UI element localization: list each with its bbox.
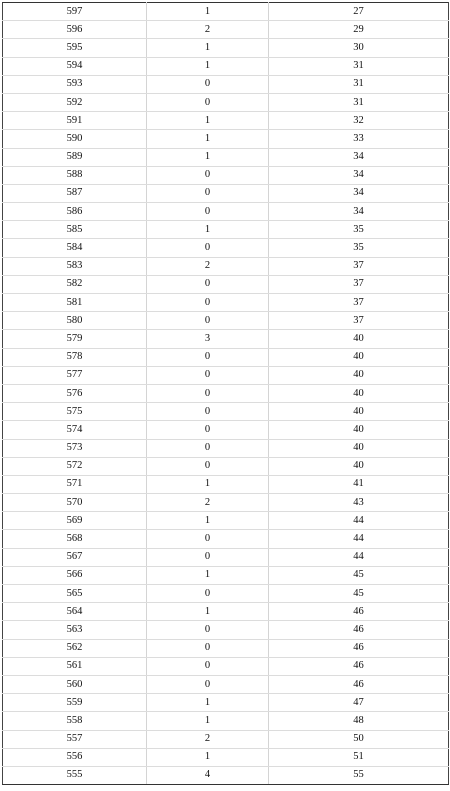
count-cell: 1	[147, 221, 269, 239]
cumulative-cell: 46	[269, 639, 449, 657]
table-row	[3, 748, 449, 766]
cumulative-cell: 40	[269, 348, 449, 366]
count-cell: 4	[147, 766, 269, 784]
table-row	[3, 403, 449, 421]
score-cell: 573	[3, 439, 147, 457]
cumulative-cell: 44	[269, 512, 449, 530]
count-cell: 0	[147, 184, 269, 202]
score-cell: 591	[3, 112, 147, 130]
table-row	[3, 366, 449, 384]
cumulative-cell: 46	[269, 621, 449, 639]
table-row	[3, 675, 449, 693]
score-cell: 572	[3, 457, 147, 475]
table-row	[3, 657, 449, 675]
cumulative-cell: 46	[269, 675, 449, 693]
score-cell: 566	[3, 566, 147, 584]
table-row	[3, 148, 449, 166]
score-cell: 590	[3, 130, 147, 148]
count-cell: 2	[147, 494, 269, 512]
score-cell: 574	[3, 421, 147, 439]
score-cell: 558	[3, 712, 147, 730]
cumulative-cell: 37	[269, 294, 449, 312]
table-row	[3, 203, 449, 221]
count-cell: 1	[147, 475, 269, 493]
score-cell: 587	[3, 184, 147, 202]
cumulative-cell: 37	[269, 275, 449, 293]
score-cell: 556	[3, 748, 147, 766]
table-row	[3, 621, 449, 639]
score-cell: 584	[3, 239, 147, 257]
score-cell: 555	[3, 766, 147, 784]
table-row	[3, 421, 449, 439]
count-cell: 0	[147, 530, 269, 548]
count-cell: 1	[147, 603, 269, 621]
score-cell: 562	[3, 639, 147, 657]
cumulative-cell: 40	[269, 421, 449, 439]
cumulative-cell: 34	[269, 184, 449, 202]
count-cell: 2	[147, 730, 269, 748]
score-cell: 564	[3, 603, 147, 621]
score-distribution-table	[2, 2, 449, 785]
cumulative-cell: 44	[269, 548, 449, 566]
table-row	[3, 21, 449, 39]
cumulative-cell: 37	[269, 257, 449, 275]
table-row	[3, 221, 449, 239]
cumulative-cell: 31	[269, 57, 449, 75]
cumulative-cell: 27	[269, 3, 449, 21]
count-cell: 0	[147, 348, 269, 366]
count-cell: 1	[147, 112, 269, 130]
cumulative-cell: 31	[269, 75, 449, 93]
table-row	[3, 130, 449, 148]
cumulative-cell: 51	[269, 748, 449, 766]
cumulative-cell: 44	[269, 530, 449, 548]
table-row	[3, 494, 449, 512]
count-cell: 1	[147, 566, 269, 584]
cumulative-cell: 46	[269, 657, 449, 675]
cumulative-cell: 30	[269, 39, 449, 57]
count-cell: 0	[147, 366, 269, 384]
table-row	[3, 93, 449, 111]
table-row	[3, 766, 449, 784]
score-cell: 585	[3, 221, 147, 239]
table-row	[3, 184, 449, 202]
score-cell: 588	[3, 166, 147, 184]
table-row	[3, 585, 449, 603]
score-cell: 561	[3, 657, 147, 675]
table-row	[3, 730, 449, 748]
score-cell: 557	[3, 730, 147, 748]
cumulative-cell: 48	[269, 712, 449, 730]
table-row	[3, 639, 449, 657]
count-cell: 0	[147, 93, 269, 111]
cumulative-cell: 29	[269, 21, 449, 39]
score-cell: 592	[3, 93, 147, 111]
count-cell: 2	[147, 21, 269, 39]
score-cell: 567	[3, 548, 147, 566]
score-cell: 571	[3, 475, 147, 493]
count-cell: 0	[147, 639, 269, 657]
count-cell: 0	[147, 275, 269, 293]
cumulative-cell: 40	[269, 330, 449, 348]
table-row	[3, 712, 449, 730]
score-cell: 568	[3, 530, 147, 548]
table-row	[3, 257, 449, 275]
table-row	[3, 694, 449, 712]
cumulative-cell: 40	[269, 366, 449, 384]
count-cell: 0	[147, 421, 269, 439]
count-cell: 1	[147, 39, 269, 57]
cumulative-cell: 46	[269, 603, 449, 621]
table-row	[3, 166, 449, 184]
cumulative-cell: 45	[269, 566, 449, 584]
table-row	[3, 475, 449, 493]
table-row	[3, 439, 449, 457]
score-cell: 578	[3, 348, 147, 366]
cumulative-cell: 40	[269, 439, 449, 457]
table-row	[3, 39, 449, 57]
table-row	[3, 566, 449, 584]
cumulative-cell: 32	[269, 112, 449, 130]
score-cell: 596	[3, 21, 147, 39]
table-row	[3, 384, 449, 402]
score-cell: 597	[3, 3, 147, 21]
score-cell: 593	[3, 75, 147, 93]
table-body	[3, 3, 449, 785]
table-row	[3, 457, 449, 475]
score-cell: 569	[3, 512, 147, 530]
count-cell: 1	[147, 148, 269, 166]
count-cell: 0	[147, 548, 269, 566]
cumulative-cell: 43	[269, 494, 449, 512]
count-cell: 3	[147, 330, 269, 348]
count-cell: 0	[147, 621, 269, 639]
score-cell: 586	[3, 203, 147, 221]
count-cell: 0	[147, 657, 269, 675]
table-row	[3, 530, 449, 548]
cumulative-cell: 50	[269, 730, 449, 748]
score-cell: 575	[3, 403, 147, 421]
count-cell: 1	[147, 712, 269, 730]
score-cell: 570	[3, 494, 147, 512]
table-row	[3, 312, 449, 330]
table-row	[3, 275, 449, 293]
count-cell: 0	[147, 239, 269, 257]
count-cell: 2	[147, 257, 269, 275]
cumulative-cell: 33	[269, 130, 449, 148]
score-cell: 595	[3, 39, 147, 57]
table-row	[3, 512, 449, 530]
count-cell: 0	[147, 75, 269, 93]
table-row	[3, 75, 449, 93]
score-cell: 560	[3, 675, 147, 693]
count-cell: 0	[147, 585, 269, 603]
cumulative-cell: 47	[269, 694, 449, 712]
cumulative-cell: 31	[269, 93, 449, 111]
count-cell: 0	[147, 294, 269, 312]
cumulative-cell: 35	[269, 221, 449, 239]
count-cell: 0	[147, 675, 269, 693]
score-cell: 563	[3, 621, 147, 639]
count-cell: 1	[147, 512, 269, 530]
cumulative-cell: 40	[269, 403, 449, 421]
count-cell: 0	[147, 312, 269, 330]
cumulative-cell: 34	[269, 203, 449, 221]
cumulative-cell: 55	[269, 766, 449, 784]
table-row	[3, 294, 449, 312]
table-row	[3, 3, 449, 21]
table-row	[3, 548, 449, 566]
score-cell: 580	[3, 312, 147, 330]
count-cell: 1	[147, 57, 269, 75]
count-cell: 1	[147, 3, 269, 21]
cumulative-cell: 35	[269, 239, 449, 257]
score-cell: 582	[3, 275, 147, 293]
score-cell: 577	[3, 366, 147, 384]
table-row	[3, 330, 449, 348]
score-cell: 594	[3, 57, 147, 75]
count-cell: 0	[147, 457, 269, 475]
score-cell: 581	[3, 294, 147, 312]
cumulative-cell: 40	[269, 457, 449, 475]
score-cell: 565	[3, 585, 147, 603]
count-cell: 0	[147, 384, 269, 402]
cumulative-cell: 34	[269, 148, 449, 166]
count-cell: 0	[147, 166, 269, 184]
score-cell: 589	[3, 148, 147, 166]
count-cell: 1	[147, 130, 269, 148]
count-cell: 0	[147, 403, 269, 421]
cumulative-cell: 34	[269, 166, 449, 184]
count-cell: 0	[147, 439, 269, 457]
count-cell: 1	[147, 694, 269, 712]
cumulative-cell: 40	[269, 384, 449, 402]
score-cell: 559	[3, 694, 147, 712]
score-cell: 579	[3, 330, 147, 348]
table-row	[3, 239, 449, 257]
cumulative-cell: 37	[269, 312, 449, 330]
cumulative-cell: 45	[269, 585, 449, 603]
count-cell: 1	[147, 748, 269, 766]
table-row	[3, 348, 449, 366]
table-row	[3, 603, 449, 621]
score-cell: 576	[3, 384, 147, 402]
count-cell: 0	[147, 203, 269, 221]
table-row	[3, 112, 449, 130]
cumulative-cell: 41	[269, 475, 449, 493]
score-cell: 583	[3, 257, 147, 275]
table-row	[3, 57, 449, 75]
